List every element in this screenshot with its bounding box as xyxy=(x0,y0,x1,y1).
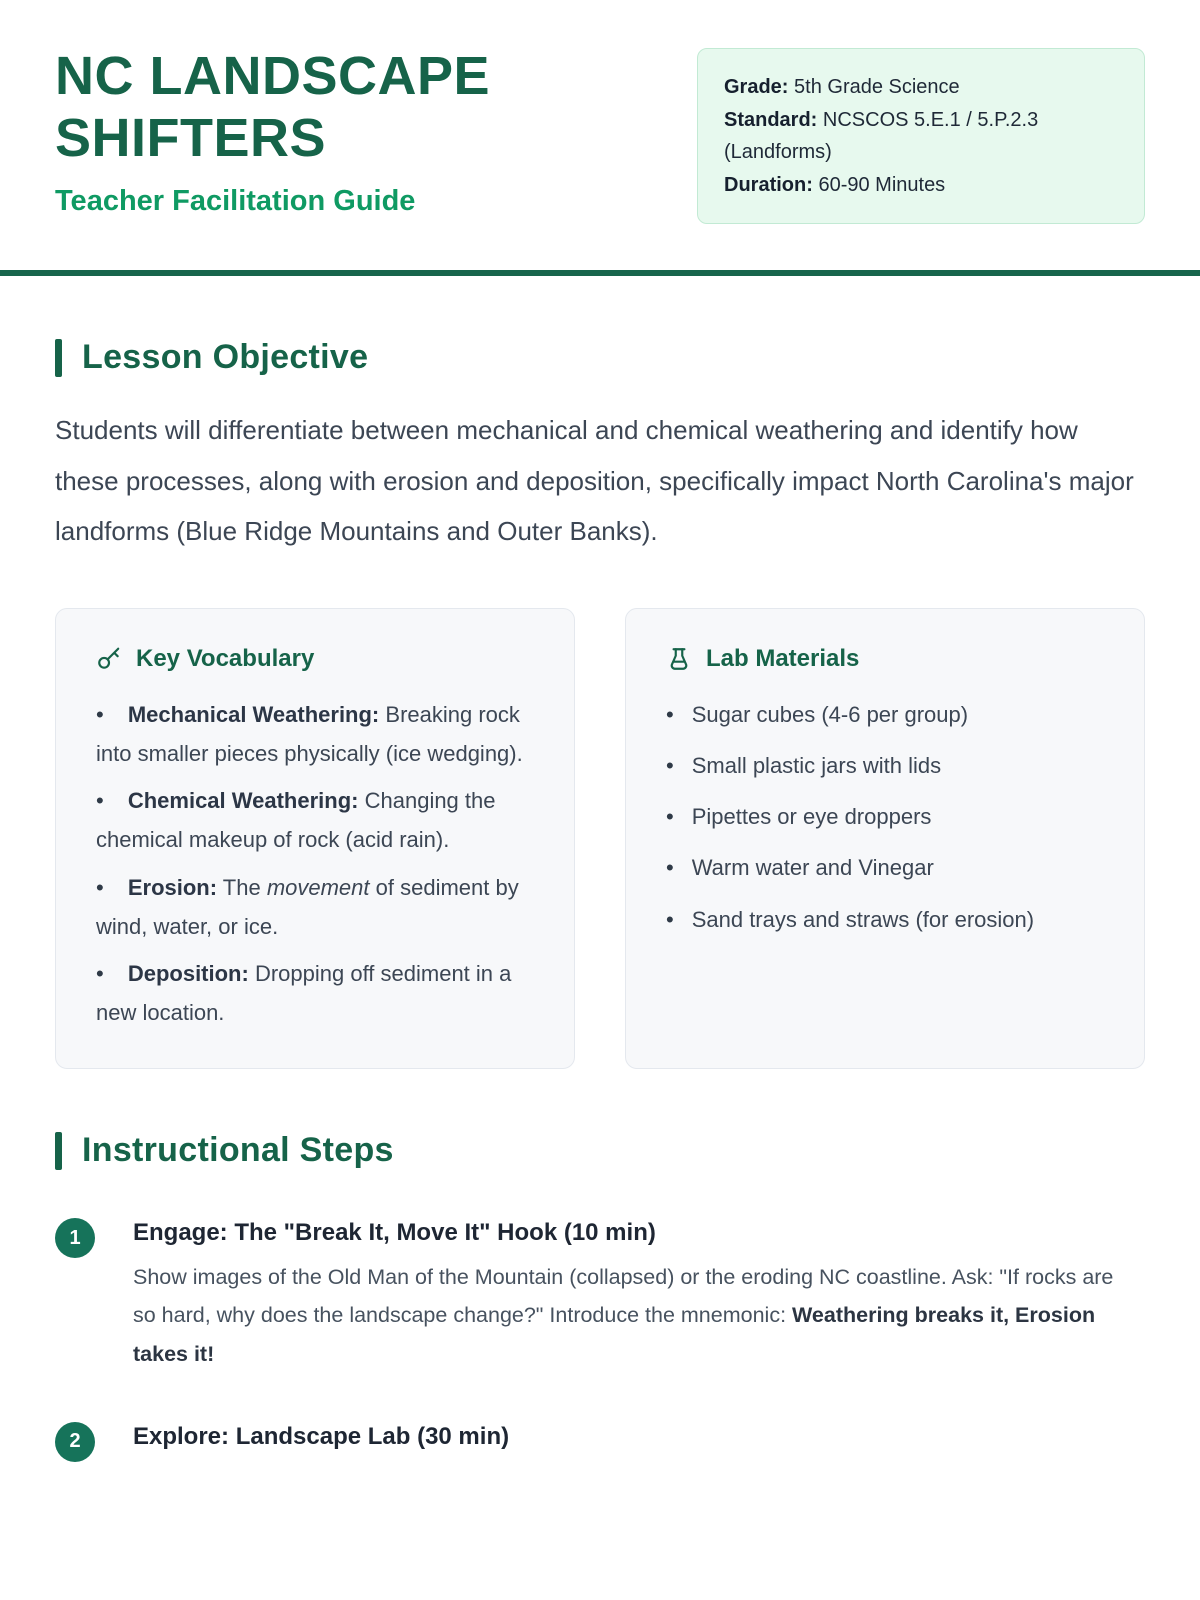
step-title: Engage: The "Break It, Move It" Hook (10 min) xyxy=(133,1219,656,1247)
vocab-term: Deposition: xyxy=(127,960,249,986)
page-title-line1: NC LANDSCAPE xyxy=(55,46,491,106)
step-content xyxy=(133,1216,1145,1374)
material-item: • Pipettes or eye droppers xyxy=(666,797,1104,836)
materials-card-title: Lab Materials xyxy=(706,644,860,672)
instruction-step-1 xyxy=(55,1216,1145,1374)
lesson-info-box xyxy=(697,48,1145,224)
title-block xyxy=(55,46,490,218)
material-item: • Small plastic jars with lids xyxy=(666,746,1104,785)
vocab-definition: Changing the chemical makeup of rock (acid rain). xyxy=(96,788,496,853)
vocab-item xyxy=(96,781,534,859)
beaker-icon xyxy=(666,646,692,672)
material-item: • Sand trays and straws (for erosion) xyxy=(666,900,1104,939)
vocab-definition-italic: movement xyxy=(266,874,370,900)
vocab-definition: Breaking rock into smaller pieces physically (ice wedging). xyxy=(96,701,523,767)
objective-heading-text: Lesson Objective xyxy=(82,338,369,377)
page-title-line2: SHIFTERS xyxy=(55,107,327,168)
vocabulary-card-heading xyxy=(96,645,534,673)
materials-card xyxy=(625,608,1145,1069)
vocab-term: Chemical Weathering: xyxy=(127,788,359,814)
vocab-item xyxy=(96,954,534,1032)
vocab-term: Erosion: xyxy=(127,874,218,900)
vocab-item xyxy=(96,868,534,946)
step-title: Explore: Landscape Lab (30 min) xyxy=(133,1422,510,1450)
vocabulary-list xyxy=(96,695,534,1032)
material-item: • Sugar cubes (4-6 per group) xyxy=(666,695,1104,734)
info-standard xyxy=(724,104,1118,169)
objective-section-heading xyxy=(55,338,1145,377)
vocabulary-card xyxy=(55,608,575,1069)
info-grade xyxy=(724,71,1118,104)
grade-label: Grade: xyxy=(724,76,789,98)
step-content xyxy=(133,1420,1145,1462)
vocab-definition: Dropping off sediment in a new location. xyxy=(96,960,512,1025)
vocab-definition-post: of sediment by wind, water, or ice. xyxy=(96,874,519,939)
materials-list xyxy=(666,695,1104,939)
duration-value: 60-90 Minutes xyxy=(812,173,946,196)
duration-label: Duration: xyxy=(724,173,813,196)
material-item: • Warm water and Vinegar xyxy=(666,848,1104,887)
vocab-definition: The xyxy=(222,874,267,900)
section-accent-bar xyxy=(55,1132,62,1170)
step-body-emphasis: Weathering breaks it, Erosion takes it! xyxy=(133,1303,1096,1367)
key-icon xyxy=(96,646,122,672)
main-content xyxy=(0,338,1200,1461)
info-duration xyxy=(724,169,1118,202)
materials-card-heading xyxy=(666,645,1104,673)
vocab-term: Mechanical Weathering: xyxy=(127,701,380,727)
section-accent-bar xyxy=(55,339,62,377)
standard-label: Standard: xyxy=(724,108,818,131)
vocabulary-card-title: Key Vocabulary xyxy=(136,644,315,672)
step-body xyxy=(133,1258,1133,1374)
step-number-badge: 1 xyxy=(55,1218,95,1258)
info-cards-row xyxy=(55,608,1145,1069)
step-body-text: Show images of the Old Man of the Mountain (collapsed) or the eroding NC coastline. Ask: "If rocks are so hard, why does the landscape change?" Introduce the mnemonic: xyxy=(133,1264,1114,1328)
instruction-step-2 xyxy=(55,1420,1145,1462)
grade-value: 5th Grade Science xyxy=(788,76,960,98)
header-divider xyxy=(0,270,1200,276)
page-header xyxy=(0,0,1200,224)
page-subtitle: Teacher Facilitation Guide xyxy=(55,185,416,218)
step-number-badge: 2 xyxy=(55,1422,95,1462)
vocab-item xyxy=(96,695,534,773)
page-title xyxy=(55,46,490,169)
objective-paragraph: Students will differentiate between mechanical and chemical weathering and identify how these processes, along with erosion and deposition, specifically impact North Carolina's major landforms (Blue Ridge Mountains and Outer Banks). xyxy=(55,415,1134,546)
steps-heading-text: Instructional Steps xyxy=(82,1131,394,1170)
standard-value: NCSCOS 5.E.1 / 5.P.2.3 (Landforms) xyxy=(724,108,1039,164)
steps-section-heading xyxy=(55,1131,1145,1170)
